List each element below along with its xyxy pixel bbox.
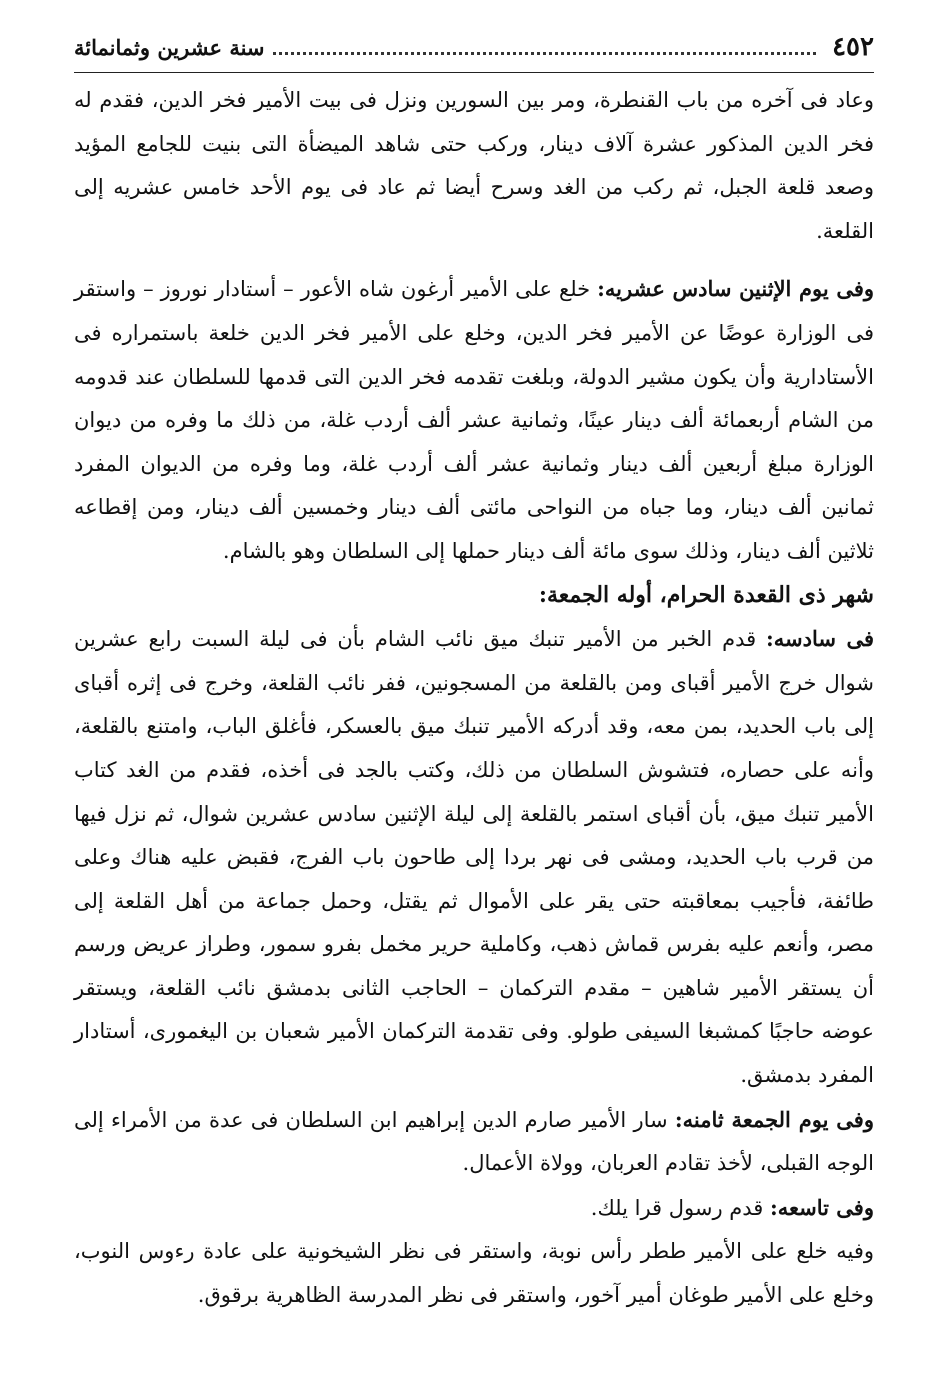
paragraph-4: [74, 1098, 874, 1186]
paragraph-2: [74, 267, 874, 573]
page-content: [74, 73, 874, 1318]
header-dotted-leader: [273, 52, 817, 55]
paragraph-4-lead: وفى يوم الجمعة ثامنه:: [674, 1106, 874, 1132]
paragraph-3: [74, 617, 874, 1098]
book-page: [74, 22, 874, 1340]
paragraph-2-lead: وفى يوم الإثنين سادس عشريه:: [597, 276, 875, 302]
paragraph-5: [74, 1186, 874, 1231]
section-heading: شهر ذى القعدة الحرام، أوله الجمعة:: [538, 581, 874, 608]
paragraph-3-text: قدم الخبر من الأمير تنبك ميق نائب الشام بأن فى ليلة السبت رابع عشرين شوال خرج الأمير أقباى ومن بالقلعة من المسجونين، ففر نائب القلعة، وخرج فى إثره أقباى إلى باب الحديد، بمن معه، وقد أدركه الأمير تنبك ميق بالعسكر، فأغلق الباب، وامتنع بالقلعة، وأنه على حصاره، فتشوش السلطان من ذلك، وكتب بالجد فى أخذه، فقدم من الغد كتاب الأمير تنبك ميق، بأن أقباى استمر بالقلعة إلى ليلة الإثنين سادس عشرين شوال، ثم نزل فيها من قرب باب الحديد، ومشى فى نهر بردا إلى طاحون باب الفرج، فقبض عليه هناك وعلى طائفة، فأجيب بمعاقبته حتى يقر على الأموال ثم يقتل، وحمل جماعة من أهل القلعة إلى مصر، وأنعم عليه بفرس قماش ذهب، وكاملية حرير مخمل بفرو سمور، وطراز عريض ورسم أن يستقر الأمير شاهين – مقدم التركمان – الحاجب الثانى بدمشق نائب القلعة، ويستقر عوضه حاجبًا كمشبغا السيفى طولو. وفى تقدمة التركمان الأمير شعبان بن اليغمورى، أستادار المفرد بدمشق.: [74, 627, 874, 1088]
running-title: سنة عشرين وثمانمائة: [74, 34, 265, 60]
paragraph-1: [74, 79, 874, 253]
paragraph-2-text: خلع على الأمير أرغون شاه الأعور – أستادار نوروز – واستقر فى الوزارة عوضًا عن الأمير فخر الدين، وخلع على الأمير فخر الدين خلعة باستمراره فى الأستادارية وأن يكون مشير الدولة، وبلغت تقدمه فخر الدين التى قدمها للسلطان عند قدومه من الشام أربعمائة ألف دينار عينًا، وثمانية عشر ألف أردب غلة، من ذلك ما وفره من ديوان الوزارة مبلغ أربعين ألف دينار وثمانية عشر ألف أردب غلة، وما وفره من الديوان المفرد ثمانين ألف دينار، وما جباه من النواحى مائتى ألف دينار وخمسين ألف دينار، ومن إقطاعه ثلاثين ألف دينار، وذلك سوى مائة ألف دينار حملها إلى السلطان وهو بالشام.: [74, 277, 874, 563]
paragraph-3-lead: فى سادسه:: [766, 626, 874, 652]
page-header: [74, 22, 874, 73]
page-number: ٤٥٢: [832, 32, 874, 62]
paragraph-4-text: سار الأمير صارم الدين إبراهيم ابن السلطان فى عدة من الأمراء إلى الوجه القبلى، لأخذ تقادم العربان، وولاة الأعمال.: [74, 1107, 874, 1176]
paragraph-5-text: قدم رسول قرا يلك.: [590, 1195, 771, 1220]
paragraph-1-text: وعاد فى آخره من باب القنطرة، ومر بين السورين ونزل فى بيت الأمير فخر الدين، فقدم له فخر الدين المذكور عشرة آلاف دينار، وركب حتى شاهد الميضأة التى بنيت للجامع المؤيد وصعد قلعة الجبل، ثم ركب من الغد وسرح أيضا ثم عاد فى يوم الأحد خامس عشريه إلى القلعة.: [74, 88, 874, 243]
paragraph-5-lead: وفى تاسعه:: [770, 1194, 874, 1220]
paragraph-6-text: وفيه خلع على الأمير ططر رأس نوبة، واستقر فى نظر الشيخونية على عادة رءوس النوب، وخلع على الأمير طوغان أمير آخور، واستقر فى نظر المدرسة الظاهرية برقوق.: [74, 1239, 874, 1308]
paragraph-6: [74, 1230, 874, 1317]
